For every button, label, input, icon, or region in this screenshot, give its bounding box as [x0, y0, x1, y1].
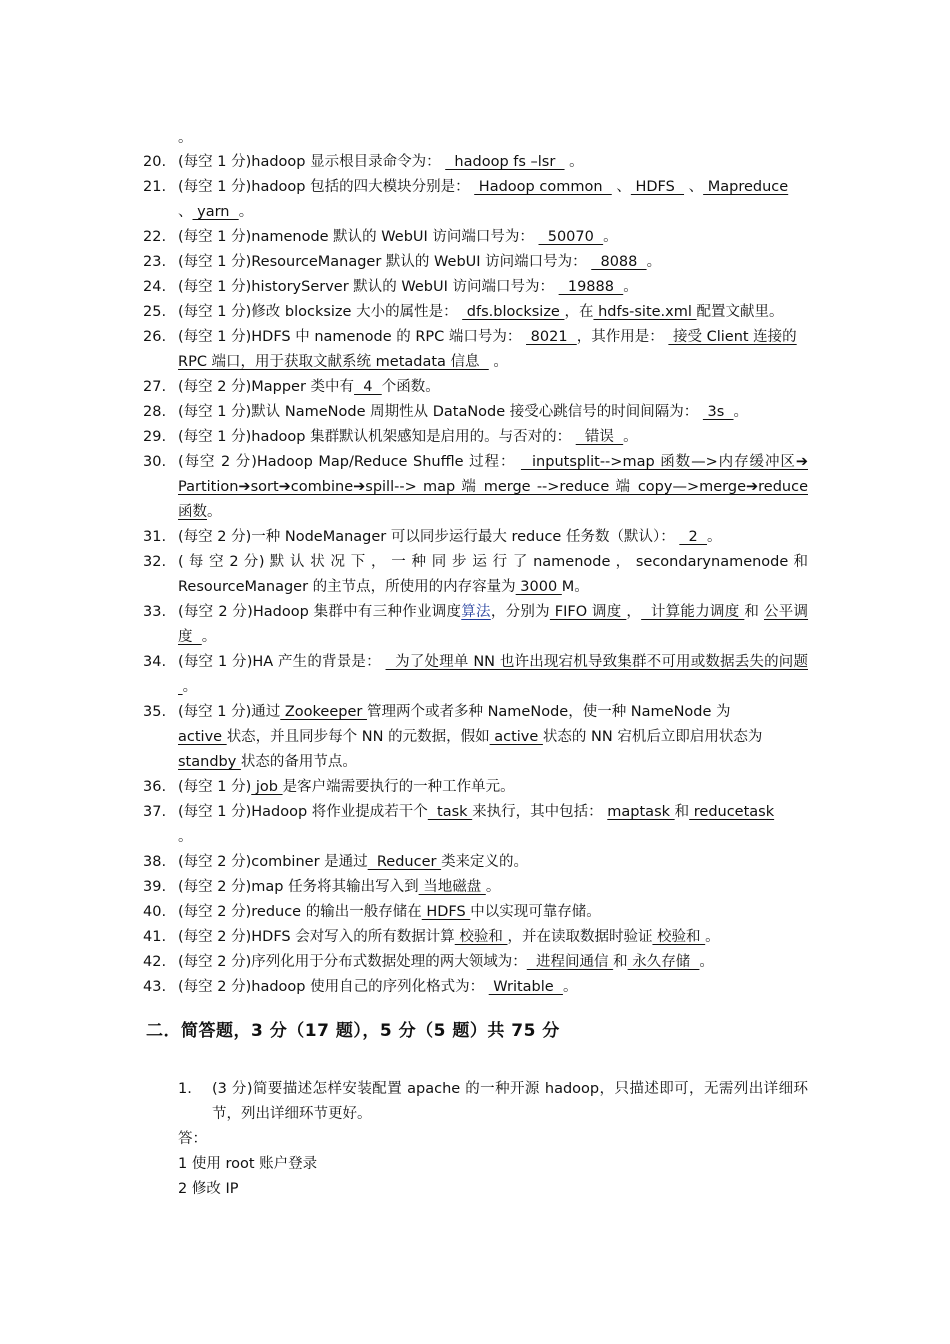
question-text: (每空 2 分)一种 NodeManager 可以同步运行最大 reduce 任务数（默认）： 2 。 — [178, 529, 722, 545]
question-number: 27. — [143, 379, 167, 395]
fill-in-question-list — [0, 150, 950, 1000]
question-item — [0, 600, 808, 650]
question-number: 1. — [178, 1081, 192, 1097]
section-title: 二．简答题，3 分（17 题），5 分（5 题）共 75 分 — [146, 1021, 560, 1041]
question-text: (每空 2 分)hadoop 使用自己的序列化格式为： Writable 。 — [178, 979, 578, 995]
question-item — [0, 850, 808, 875]
question-item — [0, 650, 808, 700]
question-item — [0, 875, 808, 900]
question-text: (每空 2 分)序列化用于分布式数据处理的两大领域为： 进程间通信 和 永久存储 。 — [178, 954, 714, 970]
question-text: (每空 1 分)HA 产生的背景是： 为了处理单 NN 也许出现宕机导致集群不可用或数据丢失的问题 。 — [178, 654, 808, 695]
question-item — [0, 925, 808, 950]
question-number: 26. — [143, 329, 167, 345]
question-number: 36. — [143, 779, 167, 795]
question-text: (每空 2 分)Hadoop Map/Reduce Shuffle 过程： inputsplit-->map 函数—>内存缓冲区➔ Partition➔sort➔combine➔spill--> map 端 merge -->reduce 端 copy—>merge➔reduce 函数。 — [178, 454, 808, 520]
question-text: (每空 1 分)hadoop 集群默认机架感知是启用的。与否对的： 错误 。 — [178, 429, 638, 445]
question-item — [0, 325, 808, 375]
question-number: 37. — [143, 804, 167, 820]
question-item — [0, 175, 808, 225]
question-text: (每空 1 分)historyServer 默认的 WebUI 访问端口号为： 19888 。 — [178, 279, 638, 295]
question-number: 33. — [143, 604, 167, 620]
question-item — [0, 975, 808, 1000]
question-number: 24. — [143, 279, 167, 295]
question-text: (每空 2 分)map 任务将其输出写入到 当地磁盘 。 — [178, 879, 501, 895]
question-text: (每空 2 分)HDFS 会对写入的所有数据计算 校验和 ，并在读取数据时验证 校验和 。 — [178, 929, 720, 945]
question-text: (3 分)简要描述怎样安装配置 apache 的一种开源 hadoop，只描述即可，无需列出详细环节，列出详细环节更好。 — [212, 1081, 808, 1122]
question-text: (每空 1 分)ResourceManager 默认的 WebUI 访问端口号为： 8088 。 — [178, 254, 662, 270]
question-number: 29. — [143, 429, 167, 445]
question-number: 40. — [143, 904, 167, 920]
question-text: (每空 2 分)Mapper 类中有 4 个函数。 — [178, 379, 440, 395]
question-item — [0, 900, 808, 925]
question-item — [0, 550, 808, 600]
question-text: ( 每 空 2 分) 默 认 状 况 下 ， 一 种 同 步 运 行 了 namenode ， secondarynamenode 和 ResourceManager 的主节点，所使用的内存容量为 3000 M。 — [178, 554, 808, 595]
question-item — [0, 375, 808, 400]
question-text: (每空 1 分)Hadoop 将作业提成若干个 task 来执行，其中包括： maptask 和 reducetask 。 — [178, 804, 775, 845]
question-text: (每空 1 分)namenode 默认的 WebUI 访问端口号为： 50070 。 — [178, 229, 618, 245]
question-number: 41. — [143, 929, 167, 945]
question-item — [0, 950, 808, 975]
question-item — [0, 775, 808, 800]
question-number: 34. — [143, 654, 167, 670]
question-number: 28. — [143, 404, 167, 420]
question-text: (每空 1 分)hadoop 包括的四大模块分别是： Hadoop common 、 HDFS 、 Mapreduce 、 yarn 。 — [178, 179, 789, 220]
question-number: 20. — [143, 154, 167, 170]
question-number: 39. — [143, 879, 167, 895]
question-text: (每空 2 分)Hadoop 集群中有三种作业调度算法，分别为 FIFO 调度 ， 计算能力调度 和 公平调度 。 — [178, 604, 809, 645]
question-text: (每空 1 分)默认 NameNode 周期性从 DataNode 接受心跳信号的时间间隔为： 3s 。 — [178, 404, 748, 420]
question-number: 32. — [143, 554, 167, 570]
short-answer-section — [0, 1077, 950, 1202]
question-item — [0, 250, 808, 275]
question-text: (每空 1 分)通过 Zookeeper 管理两个或者多种 NameNode，使一种 NameNode 为 active 状态，并且同步每个 NN 的元数据，假如 active 状态的 NN 宕机后立即启用状态为 standby 状态的备用节点。 — [178, 704, 763, 770]
answer-line-1: 1 使用 root 账户登录 — [178, 1156, 318, 1172]
question-item — [0, 450, 808, 525]
question-number: 25. — [143, 304, 167, 320]
question-text: (每空 1 分)HDFS 中 namenode 的 RPC 端口号为： 8021 ，其作用是： 接受 Client 连接的 RPC 端口，用于获取文献系统 metadata 信息 。 — [178, 329, 797, 370]
question-item — [0, 700, 808, 775]
question-number: 22. — [143, 229, 167, 245]
question-text: (每空 2 分)combiner 是通过 Reducer 类来定义的。 — [178, 854, 529, 870]
question-item — [0, 225, 808, 250]
short-answer-question — [0, 1077, 808, 1127]
question-number: 30. — [143, 454, 167, 470]
question-item — [0, 300, 808, 325]
question-number: 35. — [143, 704, 167, 720]
question-item — [0, 275, 808, 300]
question-number: 21. — [143, 179, 167, 195]
question-number: 31. — [143, 529, 167, 545]
question-number: 23. — [143, 254, 167, 270]
stray-punctuation: 。 — [178, 130, 193, 146]
question-number: 43. — [143, 979, 167, 995]
question-item — [0, 425, 808, 450]
question-text: (每空 1 分)修改 blocksize 大小的属性是： dfs.blocksize ，在 hdfs-site.xml 配置文献里。 — [178, 304, 784, 320]
question-number: 38. — [143, 854, 167, 870]
question-item — [0, 150, 808, 175]
question-text: (每空 1 分)hadoop 显示根目录命令为： hadoop fs –lsr 。 — [178, 154, 584, 170]
question-number: 42. — [143, 954, 167, 970]
answer-line-2: 2 修改 IP — [178, 1181, 239, 1197]
question-item — [0, 525, 808, 550]
question-text: (每空 2 分)reduce 的输出一般存储在 HDFS 中以实现可靠存储。 — [178, 904, 601, 920]
question-item — [0, 400, 808, 425]
question-text: (每空 1 分) job 是客户端需要执行的一种工作单元。 — [178, 779, 515, 795]
answer-label: 答： — [178, 1131, 207, 1147]
question-item — [0, 800, 808, 850]
